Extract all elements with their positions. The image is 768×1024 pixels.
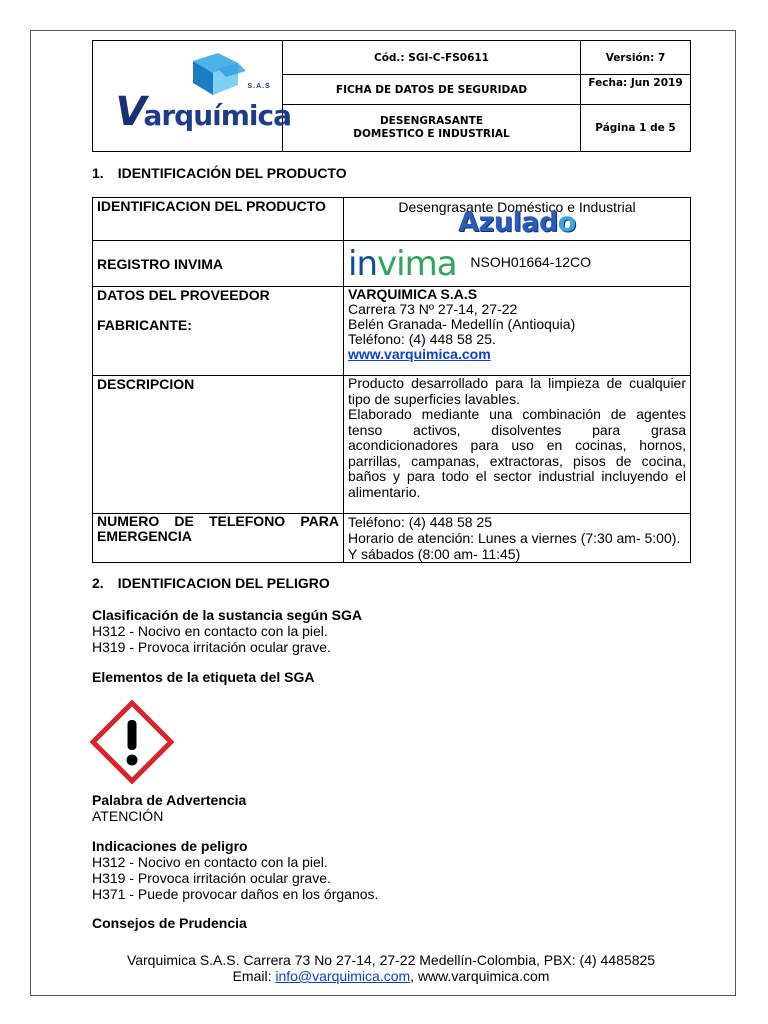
document-header — [92, 40, 691, 152]
signal-word-block: Palabra de Advertencia ATENCIÓN — [92, 792, 247, 824]
varquimica-logo — [98, 51, 292, 141]
product-id-value: Desengrasante Doméstico e Industrial Azulado — [344, 198, 691, 241]
product-name-header: DESENGRASANTE DOMESTICO E INDUSTRIAL — [283, 105, 581, 152]
brand-sas: S.A.S — [247, 83, 271, 90]
email-link[interactable]: info@varquimica.com — [275, 968, 411, 984]
section-2-heading: 2. IDENTIFICACION DEL PELIGRO — [92, 575, 330, 591]
table-row — [93, 198, 691, 241]
invima-label: REGISTRO INVIMA — [93, 241, 344, 287]
table-row — [93, 514, 691, 563]
table-row — [93, 376, 691, 514]
description-value: Producto desarrollado para la limpieza de cualquier tipo de superficies lavables. Elaborado mediante una combinación de agentes tenso activos, disolventes para grasa acondicionadores para uso en cocinas, hornos, parrillas, campanas, extractoras, pisos de cocina, baños y para todo el sector industrial incluyendo el alimentario. — [344, 376, 691, 514]
hazard-statements-block: Indicaciones de peligro H312 - Nocivo en contacto con la piel. H319 - Provoca irritación ocular grave. H371 - Puede provocar daños en los órganos. — [92, 838, 379, 902]
brand-logo-cell — [93, 41, 292, 152]
page-number: Página 1 de 5 — [581, 105, 691, 152]
page-footer: Varquimica S.A.S. Carrera 73 No 27-14, 27-22 Medellín-Colombia, PBX: (4) 4485825 Email: info@varquimica.com, www.varquimica.com — [126, 952, 656, 984]
product-id-label: IDENTIFICACION DEL PRODUCTO — [93, 198, 344, 241]
section-1-heading: 1. IDENTIFICACIÓN DEL PRODUCTO — [92, 165, 347, 181]
emergency-value: Teléfono: (4) 448 58 25 Horario de atención: Lunes a viernes (7:30 am- 5:00). Y sábados (8:00 am- 11:45) — [344, 514, 691, 563]
document-code: Cód.: SGI-C-FS0611 — [283, 41, 581, 75]
brand-name: Varquímica — [115, 89, 292, 135]
document-version: Versión: 7 — [581, 41, 691, 75]
document-title: FICHA DE DATOS DE SEGURIDAD — [283, 75, 581, 105]
description-label: DESCRIPCION — [93, 376, 344, 514]
invima-value: invima NSOH01664-12CO — [344, 241, 691, 287]
label-elements-heading: Elementos de la etiqueta del SGA — [92, 669, 315, 685]
invima-logo: invima — [348, 243, 457, 284]
exclamation-hazard-icon — [90, 700, 174, 784]
table-row — [93, 287, 691, 376]
document-date: Fecha: Jun 2019 — [581, 75, 691, 105]
emergency-label: NUMERO DE TELEFONO PARA EMERGENCIA — [93, 514, 344, 563]
supplier-value: VARQUIMICA S.A.S Carrera 73 Nº 27-14, 27-22 Belén Granada- Medellín (Antioquia) Teléfono: (4) 448 58 25. www.varquimica.com — [344, 287, 691, 376]
supplier-label: DATOS DEL PROVEEDOR FABRICANTE: — [93, 287, 344, 376]
azulado-logo: Azulado — [458, 207, 576, 238]
table-row — [93, 241, 691, 287]
website-link[interactable]: www.varquimica.com — [348, 346, 491, 362]
classification-block: Clasificación de la sustancia según SGA H312 - Nocivo en contacto con la piel. H319 - Provoca irritación ocular grave. — [92, 607, 362, 655]
precautionary-heading: Consejos de Prudencia — [92, 915, 247, 931]
product-identification-table — [92, 197, 691, 563]
